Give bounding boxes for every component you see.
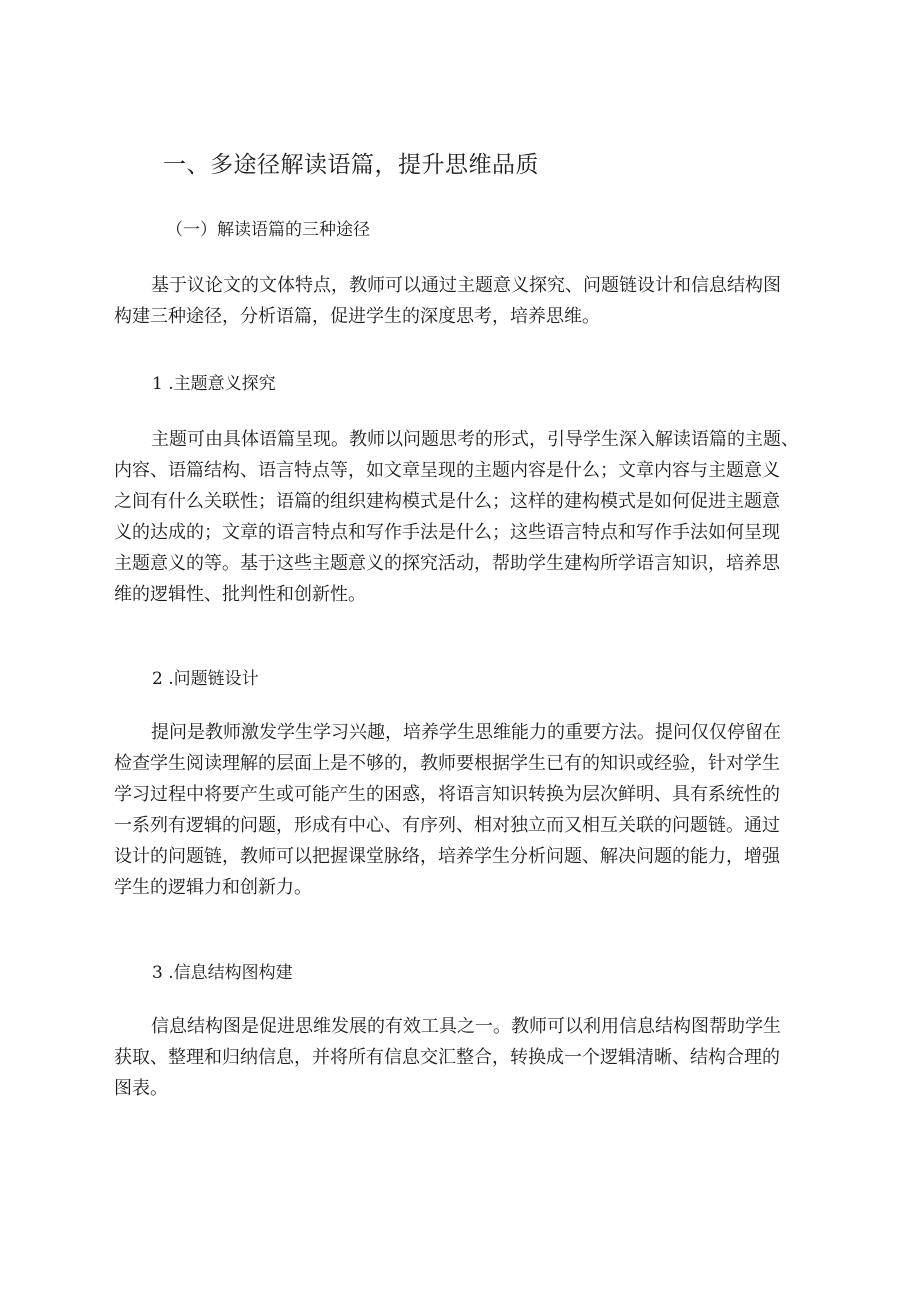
section-2-title: 2 .问题链设计 [152, 669, 259, 689]
paragraph-line: 维的逻辑性、批判性和创新性。 [114, 584, 366, 605]
section-3-paragraph [114, 1011, 814, 1104]
paragraph-line: 之间有什么关联性；语篇的组织建构模式是什么；这样的建构模式是如何促进主题意 [114, 491, 780, 512]
paragraph-line: 提问是教师激发学生学习兴趣，培养学生思维能力的重要方法。提问仅仅停留在 [151, 722, 781, 743]
paragraph-line: 基于议论文的文体特点，教师可以通过主题意义探究、问题链设计和信息结构图 [151, 275, 781, 296]
section-2-paragraph [114, 717, 814, 903]
paragraph-line: 信息结构图是促进思维发展的有效工具之一。教师可以利用信息结构图帮助学生 [151, 1016, 781, 1037]
section-1-title: 1 .主题意义探究 [152, 374, 276, 394]
paragraph-line: 主题可由具体语篇呈现。教师以问题思考的形式，引导学生深入解读语篇的主题、 [151, 429, 799, 450]
paragraph-line: 内容、语篇结构、语言特点等，如文章呈现的主题内容是什么；文章内容与主题意义 [114, 460, 780, 481]
paragraph-line: 义的达成的；文章的语言特点和写作手法是什么；这些语言特点和写作手法如何呈现 [114, 522, 780, 543]
subsection-heading: （一）解读语篇的三种途径 [166, 220, 370, 240]
intro-paragraph [114, 270, 814, 332]
paragraph-line: 图表。 [114, 1078, 168, 1099]
paragraph-line: 学生的逻辑力和创新力。 [114, 877, 312, 898]
paragraph-line: 检查学生阅读理解的层面上是不够的，教师要根据学生已有的知识或经验，针对学生 [114, 753, 780, 774]
paragraph-line: 一系列有逻辑的问题，形成有中心、有序列、相对独立而又相互关联的问题链。通过 [114, 815, 780, 836]
section-3-title: 3 .信息结构图构建 [152, 963, 293, 983]
paragraph-line: 学习过程中将要产生或可能产生的困惑，将语言知识转换为层次鲜明、具有系统性的 [114, 784, 780, 805]
paragraph-line: 获取、整理和归纳信息，并将所有信息交汇整合，转换成一个逻辑清晰、结构合理的 [114, 1047, 780, 1068]
section-1-paragraph [114, 424, 814, 610]
section-heading: 一、多途径解读语篇，提升思维品质 [163, 152, 539, 178]
paragraph-line: 构建三种途径，分析语篇，促进学生的深度思考，培养思维。 [114, 306, 600, 327]
paragraph-line: 设计的问题链，教师可以把握课堂脉络，培养学生分析问题、解决问题的能力，增强 [114, 846, 780, 867]
paragraph-line: 主题意义的等。基于这些主题意义的探究活动，帮助学生建构所学语言知识，培养思 [114, 553, 780, 574]
